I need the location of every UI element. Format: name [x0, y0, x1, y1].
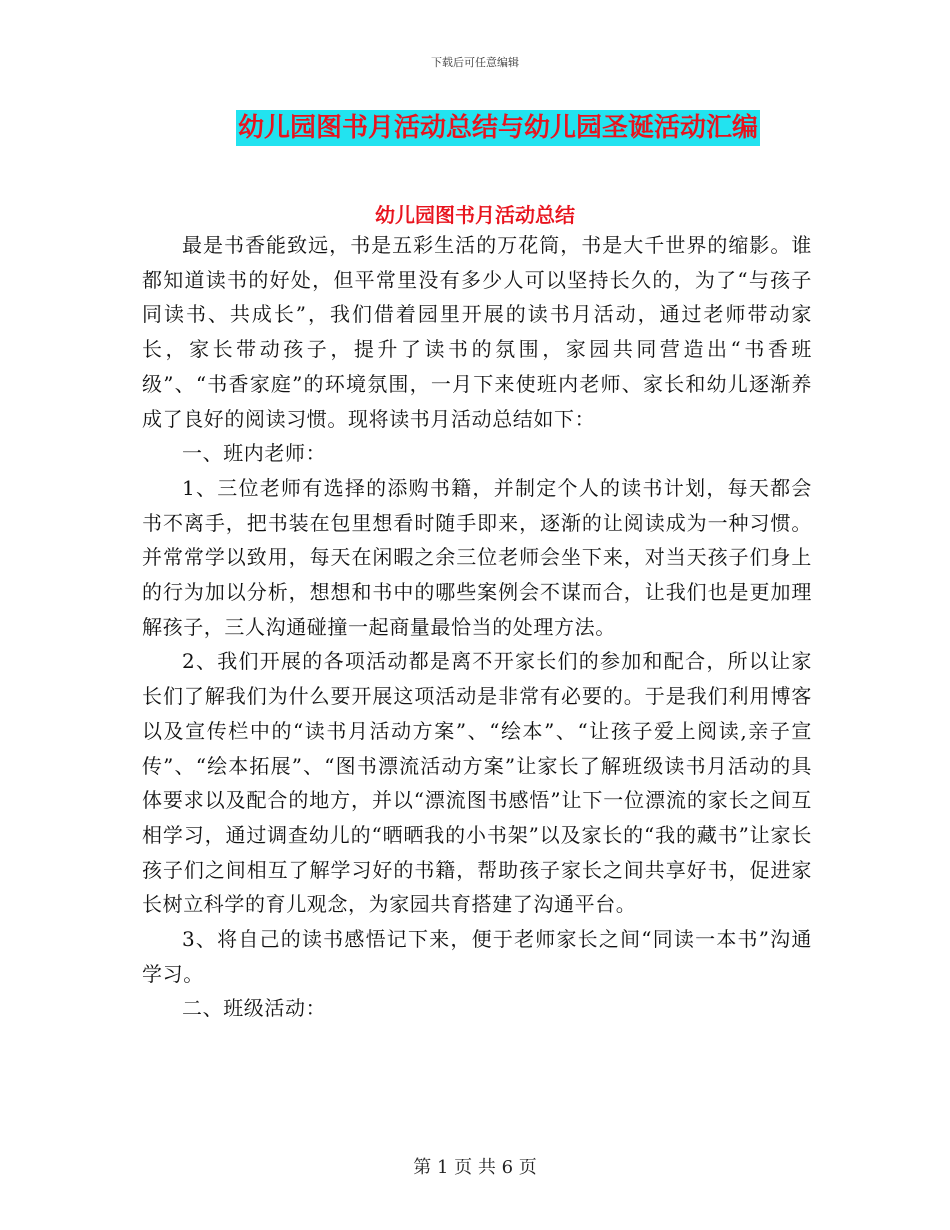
paragraph-intro: 最是书香能致远，书是五彩生活的万花筒，书是大千世界的缩影。谁都知道读书的好处，但平常里没有多少人可以坚持长久的，为了“与孩子同读书、共成长”，我们借着园里开展的读书月活动，通过老师带动家长，家长带动孩子，提升了读书的氛围，家园共同营造出“书香班级”、“书香家庭”的环境氛围，一月下来使班内老师、家长和幼儿逐渐养成了良好的阅读习惯。现将读书月活动总结如下：	[142, 233, 812, 431]
heading-class-activities: 二、班级活动：	[182, 996, 327, 1021]
page-footer: 第 1 页 共 6 页	[413, 1157, 537, 1178]
main-title: 幼儿园图书月活动总结与幼儿园圣诞活动汇编	[236, 110, 760, 146]
header-note: 下载后可任意编辑	[431, 56, 519, 69]
body-text	[142, 228, 812, 1026]
paragraph-item-2: 2、我们开展的各项活动都是离不开家长们的参加和配合，所以让家长们了解我们为什么要开展这项活动是非常有必要的。于是我们利用博客以及宣传栏中的“读书月活动方案”、“绘本”、“让孩子爱上阅读,亲子宣传”、“绘本拓展”、“图书漂流活动方案”让家长了解班级读书月活动的具体要求以及配合的地方，并以“漂流图书感悟”让下一位漂流的家长之间互相学习，通过调查幼儿的“晒晒我的小书架”以及家长的“我的藏书”让家长孩子们之间相互了解学习好的书籍，帮助孩子家长之间共享好书，促进家长树立科学的育儿观念，为家园共育搭建了沟通平台。	[142, 649, 812, 917]
section-subtitle: 幼儿园图书月活动总结	[375, 203, 575, 227]
main-title-container	[0, 110, 950, 146]
heading-teachers: 一、班内老师：	[182, 441, 327, 466]
paragraph-item-3: 3、将自己的读书感悟记下来，便于老师家长之间“同读一本书”沟通学习。	[142, 927, 812, 986]
paragraph-item-1: 1、三位老师有选择的添购书籍，并制定个人的读书计划，每天都会书不离手，把书装在包里想看时随手即来，逐渐的让阅读成为一种习惯。并常常学以致用，每天在闲暇之余三位老师会坐下来，对当天孩子们身上的行为加以分析，想想和书中的哪些案例会不谋而合，让我们也是更加理解孩子，三人沟通碰撞一起商量最恰当的处理方法。	[142, 475, 812, 639]
